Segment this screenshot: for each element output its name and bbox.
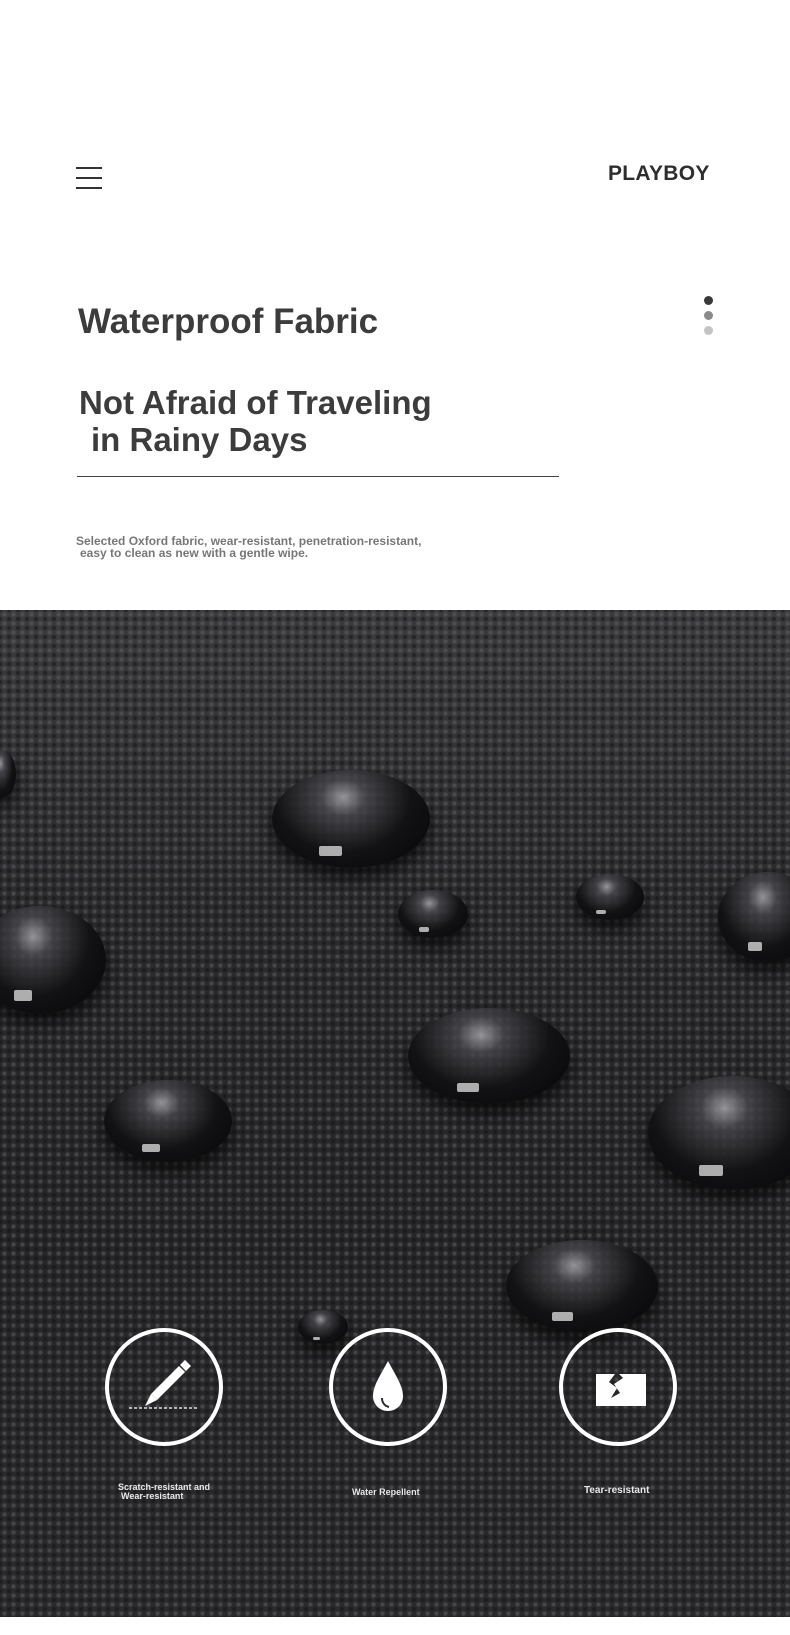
feature-label-water-repellent: Water Repellent — [352, 1487, 420, 1497]
feature-tear-resistant — [559, 1328, 677, 1446]
pagination-dot-3[interactable] — [704, 326, 713, 335]
pagination-dot-2[interactable] — [704, 311, 713, 320]
feature-label-scratch-line-1: Scratch-resistant and — [118, 1482, 211, 1492]
subtitle-line-2: in Rainy Days — [91, 421, 308, 458]
water-droplet — [506, 1240, 658, 1332]
feature-scratch-resistant — [105, 1328, 223, 1446]
subtitle-line-1: Not Afraid of Traveling — [79, 384, 432, 421]
water-droplet — [0, 750, 16, 798]
water-droplet — [718, 872, 790, 962]
water-droplet — [576, 874, 644, 920]
feature-water-repellent — [329, 1328, 447, 1446]
slide-pagination — [704, 296, 714, 336]
description-line-1: Selected Oxford fabric, wear-resistant, penetration-resistant, — [76, 534, 422, 548]
water-droplet — [272, 770, 430, 868]
pagination-dot-1[interactable] — [704, 296, 713, 305]
pen-scratch-icon — [105, 1328, 223, 1446]
water-droplet — [398, 890, 468, 938]
hamburger-menu-icon[interactable] — [76, 167, 102, 189]
fabric-water-droplets-image — [0, 610, 790, 1617]
feature-label-scratch-line-2: Wear-resistant — [121, 1491, 184, 1501]
water-droplet — [648, 1076, 790, 1190]
feature-label-tear-resistant: Tear-resistant — [584, 1485, 650, 1496]
tear-icon — [559, 1328, 677, 1446]
water-droplet — [104, 1080, 232, 1162]
water-droplet — [0, 906, 106, 1014]
water-droplet — [408, 1008, 570, 1104]
description-line-2: easy to clean as new with a gentle wipe. — [80, 546, 309, 560]
divider — [77, 476, 559, 477]
page-title: Waterproof Fabric — [78, 302, 379, 341]
brand-logo[interactable]: PLAYBOY — [608, 162, 710, 185]
water-drop-icon — [329, 1328, 447, 1446]
